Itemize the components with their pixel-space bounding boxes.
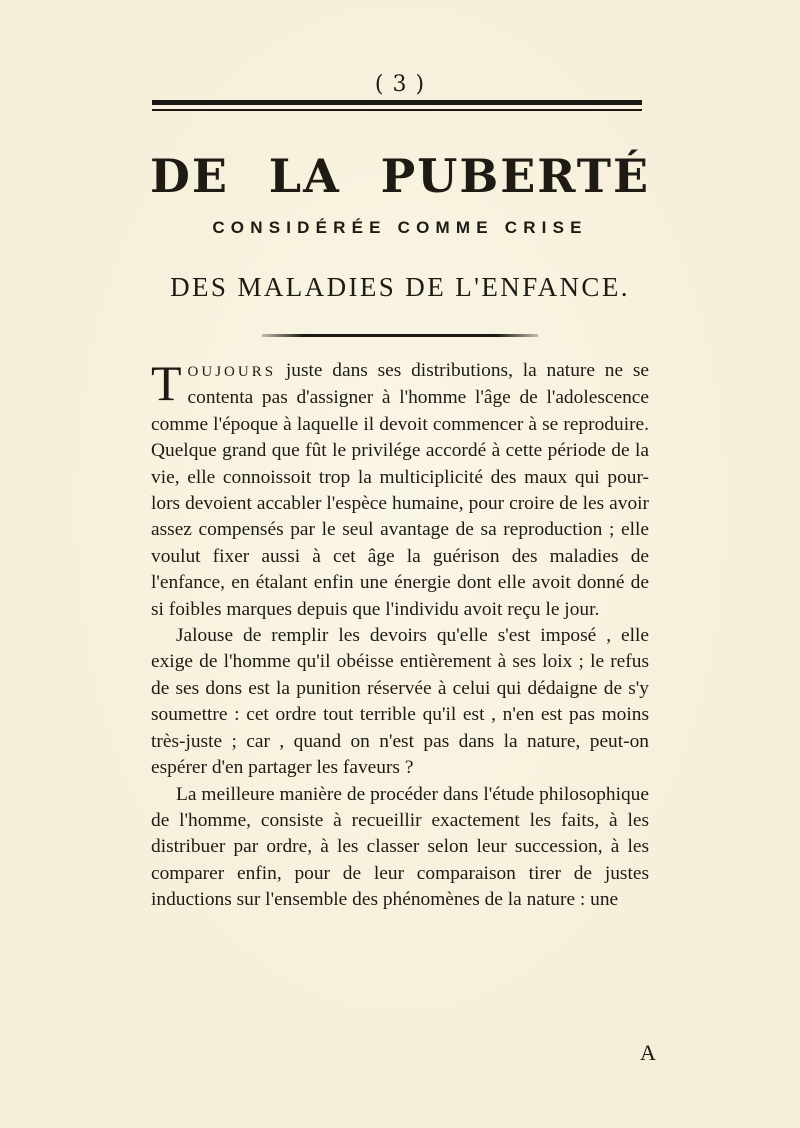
header-rule-thin [152,109,642,111]
chapter-title: DE LA PUBERTÉ [150,149,650,203]
page-number: ( 3 ) [374,72,426,97]
paragraph-1-text: juste dans ses distributions, la nature ne se contenta pas d'assigner à l'homme l'âge de l'adolescence comme l'époque à laquelle il devoit commencer à se reproduire. Quelque grand que fût le privilége accordé à cette période de la vie, elle connoissoit trop la multiciplicité des maux qui pour-lors devoient accabler l'espèce humaine, pour croire de les avoir assez compensés par le seul avantage de sa reproduction ; elle voulut fixer aussi à cet âge la guérison des maladies de l'enfance, en étalant enfin une énergie dont elle avoit donné de si foibles marques depuis que l'individu avoit reçu le jour. [151,360,649,620]
paragraph-2: Jalouse de remplir les devoirs qu'elle s'est imposé , elle exige de l'homme qu'il obéisse entièrement à ses loix ; le refus de ses dons est la punition réservée à celui qui dédaigne de s'y soumettre : cet ordre tout terrible qu'il est , n'en est pas moins très-juste ; car , quand on n'est pas dans la nature, peut-on espérer d'en partager les faveurs ? [151,625,649,779]
first-word-smallcaps: OUJOURS [187,364,277,380]
paragraph-1 [151,355,649,623]
signature-mark: A [640,1040,656,1065]
header-rule-thick [152,100,642,105]
chapter-subtitle-line1: CONSIDÉRÉE COMME CRISE [212,218,588,237]
section-divider [262,334,538,337]
paragraph-3: La meilleure manière de procéder dans l'étude philosophique de l'homme, consiste à recueillir exactement les faits, à les distribuer par ordre, à les classer selon leur succession, à les comparer enfin, pour de leur comparaison tirer de justes inductions sur l'ensemble des phénomènes de la nature : une [151,783,649,911]
chapter-subtitle-line2: DES MALADIES DE L'ENFANCE. [170,272,630,302]
body-text [151,355,649,914]
header-rule [152,100,642,111]
drop-cap: T [151,355,182,411]
